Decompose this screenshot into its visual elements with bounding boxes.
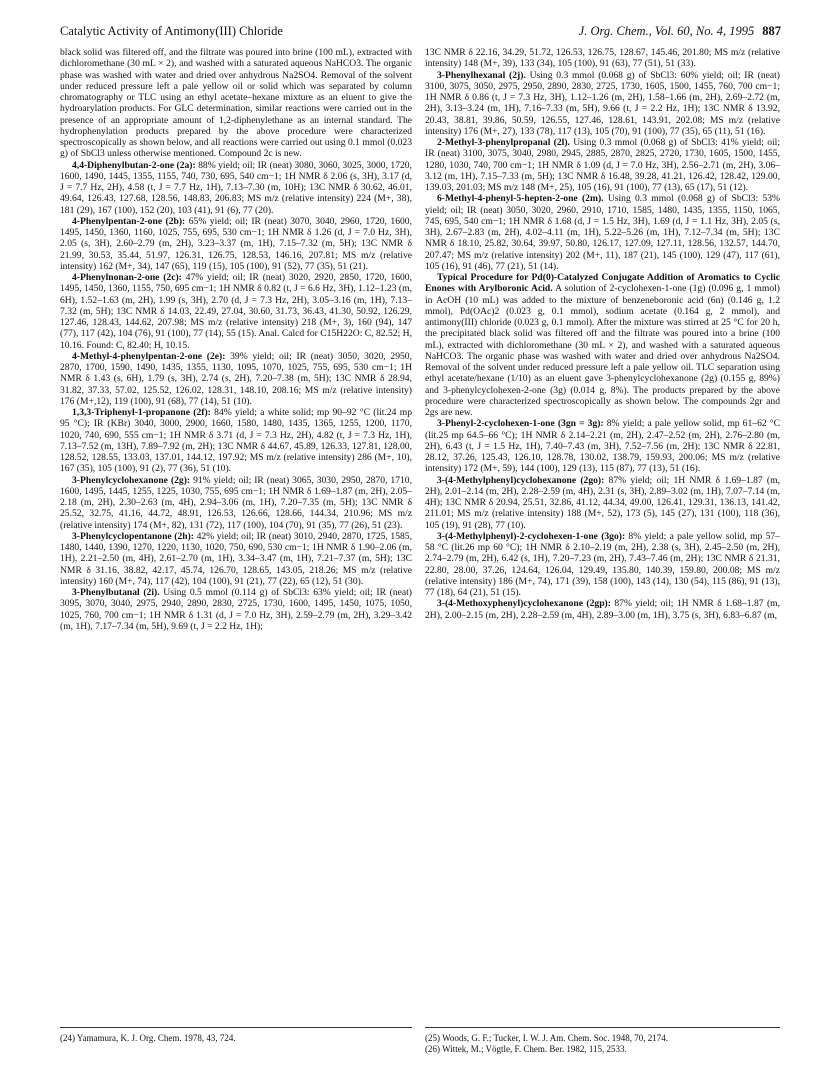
paragraph bbox=[60, 160, 412, 216]
compound-heading: 4,4-Diphenylbutan-2-one (2a): bbox=[72, 159, 196, 171]
page-number: 887 bbox=[762, 24, 781, 38]
paragraph bbox=[425, 531, 780, 599]
paragraph bbox=[60, 475, 412, 531]
paragraph-text: 87% yield; oil; 1H NMR δ 1.69–1.87 (m, 2H), 2.01–2.14 (m, 2H), 2.28–2.59 (m, 4H), 2.31 (s, 3H), 2.89–3.02 (m, 1H), 7.07–7.14 (m, 4H); 13C NMR δ 20.94, 25.51, 32.86, 41.12, 44.34, 49.00, 126.41, 129.31, 136.13, 141.42, 211.01; MS m/z (relative intensity) 188 (M+, 52), 173 (5), 145 (27), 131 (100), 118 (36), 105 (19), 91 (28), 77 (10). bbox=[425, 474, 780, 531]
footnote-right bbox=[425, 1033, 780, 1055]
paragraph bbox=[60, 216, 412, 272]
paragraph-text: 8% yield; a pale yellow solid, mp 61–62 °C (lit.25 mp 64.5–66 °C); 1H NMR δ 2.14–2.21 (m, 2H), 2.47–2.52 (m, 2H), 2.76–2.80 (m, 2H), 6.43 (t, J = 1.5 Hz, 1H), 7.40–7.43 (m, 3H), 7.52–7.56 (m, 2H); 13C NMR δ 22.81, 28.12, 37.26, 125.43, 126.10, 128.78, 130.02, 138.79, 159.93, 200.06; MS m/z (relative intensity) 172 (M+, 59), 144 (100), 129 (13), 115 (87), 77 (13), 51 (16). bbox=[425, 418, 780, 475]
compound-heading: 2-Methyl-3-phenylpropanal (2l). bbox=[437, 137, 570, 148]
paragraph-text: 84% yield; a white solid; mp 90–92 °C (lit.24 mp 95 °C); IR (KBr) 3040, 3000, 2900, 1660, 1580, 1480, 1435, 1365, 1255, 1200, 1170, 1020, 740, 690, 555 cm−1; 1H NMR δ 3.71 (d, J = 7.3 Hz, 2H), 4.82 (t, J = 7.3 Hz, 1H), 7.13–7.52 (m, 13H), 7.89–7.92 (m, 2H); 13C NMR δ 44.67, 45.89, 126.33, 127.81, 128.00, 128.52, 128.55, 133.03, 137.01, 144.12, 197.92; MS m/z (relative intensity) 286 (M+, 10), 167 (35), 105 (100), 91 (2), 77 (36), 51 (10). bbox=[60, 407, 412, 475]
right-column bbox=[425, 47, 780, 621]
paragraph-text: 13C NMR δ 22.16, 34.29, 51.72, 126.53, 126.75, 128.67, 145.46, 201.80; MS m/z (relative intensity) 148 (M+, 39), 133 (34), 105 (100), 91 (63), 77 (51), 51 (33). bbox=[425, 47, 780, 70]
compound-heading: 3-(4-Methylphenyl)-2-cyclohexen-1-one (3go): bbox=[437, 530, 626, 542]
paragraph-text: 42% yield; oil; IR (neat) 3010, 2940, 2870, 1725, 1585, 1480, 1440, 1390, 1270, 1220, 1130, 1020, 750, 690, 530 cm−1; 1H NMR δ 1.90–2.06 (m, 1H), 2.21–2.50 (m, 4H), 2.61–2.70 (m, 1H), 3.34–3.47 (m, 1H), 7.21–7.37 (m, 5H); 13C NMR δ 31.16, 38.82, 42.17, 45.74, 126.70, 128.65, 143.05, 218.26; MS m/z (relative intensity) 160 (M+, 74), 117 (42), 104 (100), 91 (21), 77 (22), 65 (12), 51 (30). bbox=[60, 530, 412, 587]
paragraph-text: 91% yield; oil; IR (neat) 3065, 3030, 2950, 2870, 1710, 1600, 1495, 1445, 1255, 1225, 1030, 755, 695 cm−1; 1H NMR δ 1.69–1.87 (m, 2H), 2.05–2.18 (m, 2H), 2.30–2.63 (m, 4H), 2.94–3.06 (m, 1H), 7.20–7.35 (m, 5H); 13C NMR δ 25.52, 32.75, 41.16, 44.72, 48.91, 126.53, 126.66, 128.66, 144.34, 210.96; MS m/z (relative intensity) 174 (M+, 82), 131 (72), 117 (100), 104 (70), 91 (35), 77 (26), 51 (23). bbox=[60, 474, 412, 531]
paragraph bbox=[60, 587, 412, 632]
compound-heading: 3-(4-Methoxyphenyl)cyclohexanone (2gp): bbox=[437, 598, 611, 610]
footnote-rule-right bbox=[425, 1027, 780, 1028]
paragraph-text: A solution of 2-cyclohexen-1-one (1g) (0.096 g, 1 mmol) in AcOH (10 mL) was added to the mixture of benzeneboronic acid (6n) (0.146 g, 1.2 mmol), Pd(OAc)2 (0.023 g, 0.1 mmol), sodium acetate (0.164 g, 2 mmol), and antimony(III) chloride (0.023 g, 0.1 mmol). After the mixture was stirred at 25 °C for 20 h, the precipitated black solid was filtered off and the filtrate was poured into a brine (100 mL), extracted with dichloromethane (30 mL × 2), and washed with a saturated aqueous NaHCO3. The organic phase was washed with water and dried over anhydrous Na2SO4. Removal of the solvent under reduced pressure left a pale yellow oil. TLC separation using ethyl acetate/hexane (1/10) as an eluent gave 3-phenylcyclohexanone (2g) (0.155 g, 89%) and 3-phenylcyclohexen-2-one (3g) (0.014 g, 8%). The products prepared by the above procedure were characterized spectroscopically as shown below. The compounds 2gr and 2gs are new. bbox=[425, 283, 780, 418]
paragraph-text: 47% yield; oil; IR (neat) 3020, 2920, 2850, 1720, 1600, 1495, 1450, 1360, 1155, 750, 695 cm−1; 1H NMR δ 0.82 (t, J = 6.6 Hz, 3H), 1.12–1.23 (m, 6H), 1.52–1.63 (m, 2H), 1.99 (s, 3H), 2.70 (d, J = 7.3 Hz, 2H), 3.05–3.16 (m, 1H), 7.13–7.32 (m, 5H); 13C NMR δ 14.03, 22.49, 27.04, 30.60, 31.73, 36.43, 41.30, 50.92, 126.29, 127.46, 128.43, 144.62, 207.98; MS m/z (relative intensity) 218 (M+, 3), 160 (94), 147 (77), 117 (42), 104 (76), 91 (100), 77 (14), 55 (15). Anal. Calcd for C15H22O: C, 82.52; H, 10.16. Found: C, 82.40; H, 10.15. bbox=[60, 272, 412, 351]
paragraph-text: 65% yield; oil; IR (neat) 3070, 3040, 2960, 1720, 1600, 1495, 1450, 1360, 1160, 1025, 755, 695, 530 cm−1; 1H NMR δ 1.26 (d, J = 7.0 Hz, 3H), 2.05 (s, 3H), 2.60–2.79 (m, 2H), 3.23–3.37 (m, 1H), 7.15–7.32 (m, 5H); 13C NMR δ 21.99, 30.53, 35.44, 51.97, 126.31, 126.75, 128.53, 146.16, 207.81; MS m/z (relative intensity) 162 (M+, 34), 147 (65), 119 (15), 105 (100), 91 (52), 77 (35), 51 (21). bbox=[60, 215, 412, 272]
compound-heading: 1,3,3-Triphenyl-1-propanone (2f): bbox=[72, 407, 211, 418]
paragraph-text: Using 0.3 mmol (0.068 g) of SbCl3: 60% yield; oil; IR (neat) 3100, 3075, 3050, 2975, 2950, 2890, 2830, 2725, 1730, 1605, 1500, 1455, 760, 700 cm−1; 1H NMR δ 0.86 (t, J = 7.3 Hz, 3H), 1.12–1.26 (m, 2H), 1.58–1.66 (m, 2H), 2.69–2.72 (m, 2H), 3.13–3.24 (m, 1H), 7.16–7.33 (m, 5H), 9.66 (t, J = 2.2 Hz, 1H); 13C NMR δ 13.92, 20.43, 38.81, 39.86, 50.59, 126.55, 127.46, 128.61, 143.91, 202.08; MS m/z (relative intensity) 176 (M+, 27), 133 (78), 117 (13), 105 (70), 91 (100), 77 (35), 65 (11), 51 (16). bbox=[425, 69, 780, 137]
paragraph bbox=[425, 47, 780, 70]
footnote-25: (25) Woods, G. F.; Tucker, I. W. J. Am. Chem. Soc. 1948, 70, 2174. bbox=[425, 1033, 669, 1043]
compound-heading: 3-Phenyl-2-cyclohexen-1-one (3gn = 3g): bbox=[437, 418, 604, 430]
paragraph-text: Using 0.3 mmol (0.068 g) of SbCl3: 41% yield; oil; IR (neat) 3100, 3075, 3040, 2980, 2945, 2885, 2870, 2825, 2720, 1730, 1605, 1500, 1455, 1280, 1030, 740, 700 cm−1; 1H NMR δ 1.09 (d, J = 7.0 Hz, 3H), 2.56–2.71 (m, 2H), 3.06–3.12 (m, 1H), 7.15–7.33 (m, 5H); 13C NMR δ 16.48, 39.28, 41.21, 126.42, 128.42, 129.00, 139.03, 201.03; MS m/z 148 (M+, 25), 105 (16), 91 (100), 77 (13), 65 (17), 51 (12). bbox=[425, 137, 780, 193]
compound-heading: 4-Phenylpentan-2-one (2b): bbox=[72, 215, 186, 227]
compound-heading: 6-Methyl-4-phenyl-5-hepten-2-one (2m). bbox=[437, 193, 604, 205]
paragraph bbox=[425, 137, 780, 193]
journal-name: J. Org. Chem., Vol. 60, No. 4, 1995 bbox=[578, 24, 755, 38]
running-title: Catalytic Activity of Antimony(III) Chloride bbox=[60, 24, 283, 38]
paragraph bbox=[60, 531, 412, 587]
paragraph bbox=[425, 598, 780, 621]
footnote-24: (24) Yamamura, K. J. Org. Chem. 1978, 43, 724. bbox=[60, 1033, 236, 1043]
paragraph-text: Using 0.5 mmol (0.114 g) of SbCl3: 63% yield; oil; IR (neat) 3095, 3070, 3040, 2975, 2940, 2890, 2830, 2725, 1730, 1600, 1495, 1450, 1075, 1050, 1025, 760, 700 cm−1; 1H NMR δ 1.31 (d, J = 7.0 Hz, 3H), 2.59–2.79 (m, 2H), 3.29–3.42 (m, 1H), 7.17–7.34 (m, 5H), 9.69 (t, J = 2.2 Hz, 1H); bbox=[60, 587, 412, 632]
paragraph-text: 87% yield; oil; 1H NMR δ 1.68–1.87 (m, 2H), 2.00–2.15 (m, 2H), 2.28–2.59 (m, 4H), 2.89–3.00 (m, 1H), 3.75 (s, 3H), 6.83–6.87 (m, bbox=[425, 598, 780, 621]
paragraph-text: Using 0.3 mmol (0.068 g) of SbCl3: 53% yield; oil; IR (neat) 3050, 3020, 2960, 2910, 1710, 1585, 1480, 1435, 1355, 1150, 1065, 745, 695, 540 cm−1; 1H NMR δ 1.68 (d, J = 1.5 Hz, 3H), 1.69 (d, J = 1.1 Hz, 3H), 2.05 (s, 3H), 2.67–2.83 (m, 2H), 4.02–4.11 (m, 1H), 5.22–5.26 (m, 1H), 7.12–7.34 (m, 5H); 13C NMR δ 18.10, 25.82, 30.64, 39.97, 50.80, 126.17, 127.09, 127.11, 128.56, 132.57, 144.70, 207.47; MS m/z (relative intensity) 202 (M+, 11), 187 (21), 145 (100), 129 (47), 117 (61), 105 (16), 91 (46), 77 (21), 51 (14). bbox=[425, 193, 781, 272]
compound-heading: 3-(4-Methylphenyl)cyclohexanone (2go): bbox=[437, 474, 605, 486]
paragraph bbox=[425, 418, 780, 474]
journal-citation bbox=[579, 24, 781, 39]
compound-heading: Typical Procedure for Pd(0)-Catalyzed Conjugate Addition of Aromatics to Cyclic Enones with Arylboronic Acid. bbox=[425, 272, 780, 295]
left-column bbox=[60, 47, 412, 632]
paragraph-text: 88% yield; oil; IR (neat) 3080, 3060, 3025, 3000, 1720, 1600, 1490, 1445, 1355, 1155, 740, 730, 695, 540 cm−1; 1H NMR δ 2.06 (s, 3H), 3.17 (d, J = 7.7 Hz, 2H), 4.58 (t, J = 7.7 Hz, 1H), 7.13–7.30 (m, 10H); 13C NMR δ 30.62, 46.01, 49.64, 126.43, 127.68, 128.56, 148.83, 206.83; MS m/z (relative intensity) 224 (M+, 38), 181 (29), 167 (100), 152 (20), 103 (41), 91 (6), 77 (20). bbox=[60, 159, 412, 216]
footnote-26: (26) Wittek, M.; Vögtle, F. Chem. Ber. 1982, 115, 2533. bbox=[425, 1044, 627, 1054]
compound-heading: 3-Phenylcyclohexanone (2g): bbox=[72, 474, 191, 486]
paragraph bbox=[60, 407, 412, 475]
paragraph bbox=[425, 272, 780, 418]
compound-heading: 4-Methyl-4-phenylpentan-2-one (2e): bbox=[72, 350, 226, 362]
compound-heading: 3-Phenylhexanal (2j). bbox=[437, 69, 526, 81]
paragraph bbox=[60, 47, 412, 160]
compound-heading: 3-Phenylbutanal (2i). bbox=[72, 587, 160, 598]
paragraph bbox=[425, 475, 780, 531]
paragraph bbox=[60, 272, 412, 351]
footnote-rule-left bbox=[60, 1027, 412, 1028]
paragraph bbox=[425, 193, 780, 272]
paragraph bbox=[425, 70, 780, 138]
paragraph-text: black solid was filtered off, and the filtrate was poured into brine (100 mL), extracted with dichloromethane (30 mL × 2), and washed with a saturated aqueous NaHCO3. The organic phase was washed with water and dried over anhydrous Na2SO4. Removal of the solvent under reduced pressure left a pale yellow oil or solid which was separated by column chromatography or TLC using an ethyl acetate–hexane mixture as an eluent to give the hydroarylation products. For GLC determination, similar reactions were carried out in the presence of an appropriate amount of 1,2-diphenylethane as an internal standard. The hydrophenylation products prepared by the above procedure were characterized spectroscopically as shown below, and all reactions were carried out using 0.1 mmol (0.023 g) of SbCl3 unless otherwise mentioned. Compound 2c is new. bbox=[60, 47, 412, 160]
footnote-left bbox=[60, 1033, 412, 1044]
page-header bbox=[60, 24, 781, 40]
compound-heading: 4-Phenylnonan-2-one (2c): bbox=[72, 272, 182, 283]
paragraph-text: 39% yield; oil; IR (neat) 3050, 3020, 2950, 2870, 1700, 1590, 1490, 1435, 1355, 1130, 1095, 1070, 1025, 755, 695, 530 cm−1; 1H NMR δ 1.43 (s, 6H), 1.79 (s, 3H), 2.74 (s, 2H), 7.20–7.38 (m, 5H); 13C NMR δ 28.94, 31.82, 37.33, 57.02, 125.52, 126.02, 128.31, 148.10, 208.16; MS m/z (relative intensity) 176 (M+,12), 119 (100), 91 (68), 77 (14), 51 (10). bbox=[60, 350, 412, 407]
paragraph bbox=[60, 351, 412, 407]
compound-heading: 3-Phenylcyclopentanone (2h): bbox=[72, 530, 194, 542]
paragraph-text: 8% yield; a pale yellow solid, mp 57–58 °C (lit.26 mp 60 °C); 1H NMR δ 2.10–2.19 (m, 2H), 2.38 (s, 3H), 2.45–2.50 (m, 2H), 2.74–2.79 (m, 2H), 6.42 (s, 1H), 7.20–7.23 (m, 2H), 7.43–7.46 (m, 2H); 13C NMR δ 21.31, 22.80, 28.00, 37.26, 124.64, 126.04, 129.49, 135.80, 140.39, 159.80, 200.08; MS m/z (relative intensity) 186 (M+, 74), 171 (39), 158 (100), 143 (14), 130 (54), 115 (86), 91 (13), 77 (18), 64 (21), 51 (15). bbox=[425, 530, 780, 598]
